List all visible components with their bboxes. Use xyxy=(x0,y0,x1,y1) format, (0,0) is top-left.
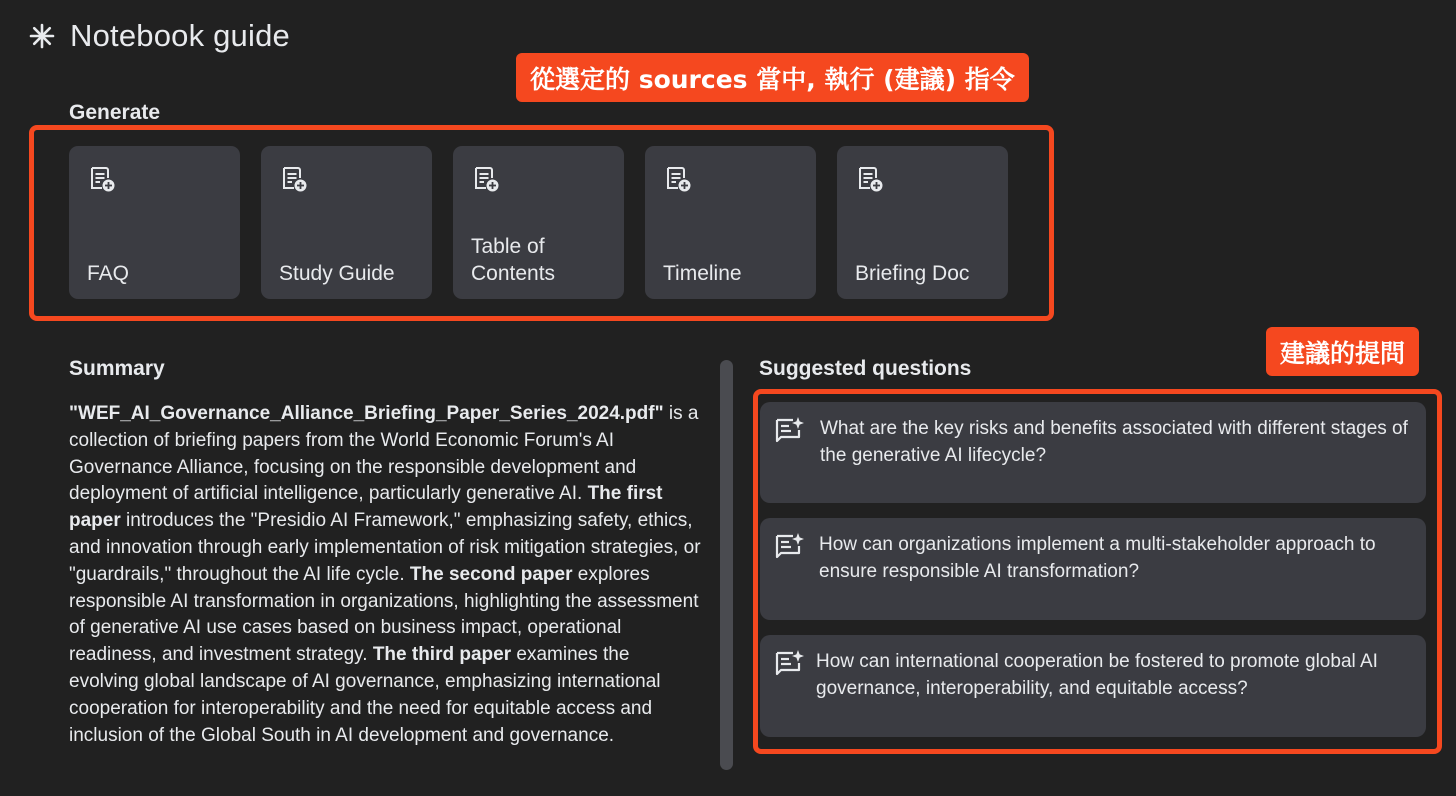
note-add-icon xyxy=(280,165,308,193)
summary-segment: is a collection of briefing papers from the World Economic Forum's AI Governance Alliance, focusing on the responsible development and deployment of artificial intelligence, particularly generative AI. xyxy=(69,403,699,505)
suggested-questions-label: Suggested questions xyxy=(759,357,972,380)
summary-label: Summary xyxy=(69,357,165,380)
chat-spark-icon xyxy=(774,649,804,679)
summary-segment: examines the evolving global landscape of AI governance, emphasizing international cooperation for interoperability and the need for equitable access and inclusion of the Global South in AI development and governance. xyxy=(69,644,661,746)
generate-briefing-doc-button[interactable] xyxy=(837,146,1008,299)
summary-segment: introduces the "Presidio AI Framework," emphasizing safety, ethics, and innovation through early implementation of risk mitigation strategies, or "guardrails," throughout the AI life cycle. xyxy=(69,510,701,585)
page-title: Notebook guide xyxy=(70,18,290,53)
notebook-guide-header xyxy=(28,18,290,54)
summary-text xyxy=(69,401,701,749)
generate-item-label: FAQ xyxy=(87,262,130,285)
summary-scrollbar[interactable] xyxy=(720,360,733,770)
generate-annotation-label: 從選定的 sources 當中, 執行 (建議) 指令 xyxy=(516,53,1029,102)
note-add-icon xyxy=(472,165,500,193)
question-text: How can international cooperation be fostered to promote global AI governance, interoperability, and equitable access? xyxy=(816,651,1378,699)
generate-cards xyxy=(69,146,1008,299)
summary-segment-bold: The first paper xyxy=(69,483,663,532)
generate-item-label: Table of Contents xyxy=(471,235,556,285)
generate-timeline-button[interactable] xyxy=(645,146,816,299)
question-text: How can organizations implement a multi-stakeholder approach to ensure responsible AI transformation? xyxy=(819,534,1376,582)
generate-study-guide-button[interactable] xyxy=(261,146,432,299)
summary-segment-bold: "WEF_AI_Governance_Alliance_Briefing_Paper_Series_2024.pdf" xyxy=(69,403,664,424)
suggested-question-3[interactable] xyxy=(760,635,1426,737)
note-add-icon xyxy=(664,165,692,193)
chat-spark-icon xyxy=(774,532,804,562)
question-text: What are the key risks and benefits associated with different stages of the generative AI lifecycle? xyxy=(820,418,1408,466)
suggested-question-1[interactable] xyxy=(760,402,1426,503)
generate-item-label: Briefing Doc xyxy=(855,262,970,285)
asterisk-icon xyxy=(28,22,56,50)
generate-label: Generate xyxy=(69,101,161,124)
summary-segment-bold: The third paper xyxy=(372,644,512,666)
generate-faq-button[interactable] xyxy=(69,146,240,299)
note-add-icon xyxy=(856,165,884,193)
generate-item-label: Study Guide xyxy=(279,262,395,285)
questions-annotation-label: 建議的提問 xyxy=(1266,327,1419,376)
note-add-icon xyxy=(88,165,116,193)
summary-segment: explores responsible AI transformation in organizations, highlighting the assessment of generative AI use cases based on business impact, operational readiness, and investment strategy. xyxy=(69,563,699,666)
summary-segment-bold: The second paper xyxy=(409,563,573,585)
chat-spark-icon xyxy=(774,416,804,446)
generate-table-of-contents-button[interactable] xyxy=(453,146,624,299)
suggested-question-2[interactable] xyxy=(760,518,1426,620)
generate-item-label: Timeline xyxy=(663,262,742,285)
